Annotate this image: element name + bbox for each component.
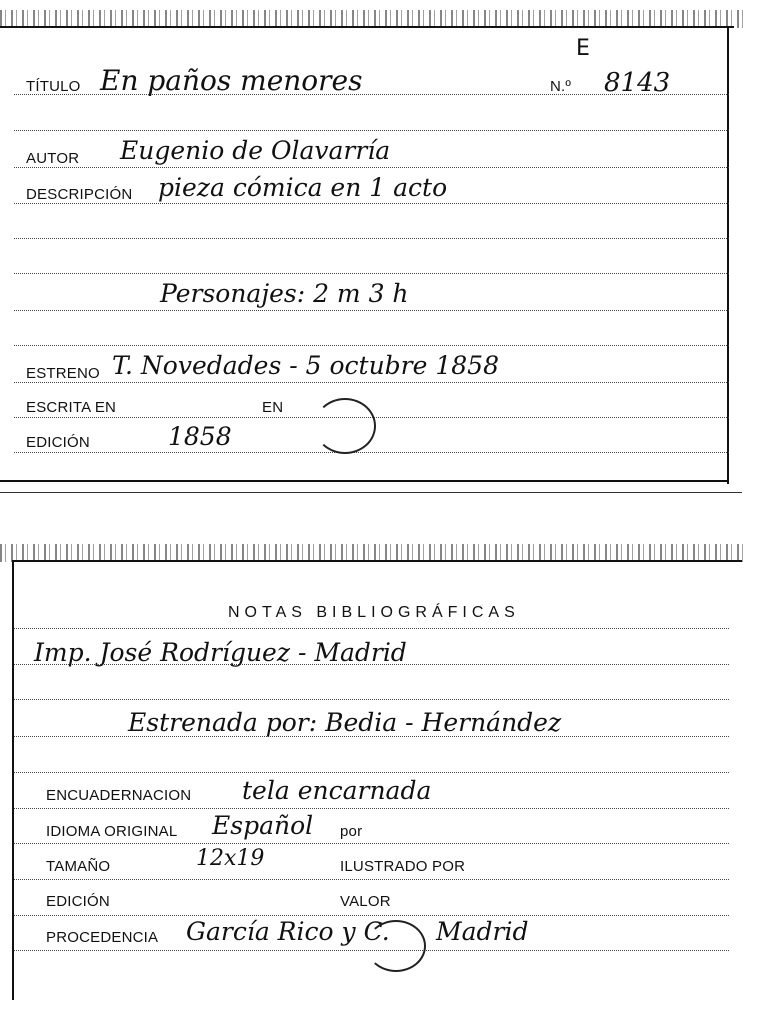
procedencia-label: PROCEDENCIA: [46, 929, 159, 946]
tamano-label: TAMAÑO: [46, 858, 111, 875]
encuadernacion-value: tela encarnada: [242, 776, 432, 805]
library-stamp-circle-bottom: [366, 920, 426, 972]
idioma-value: Español: [212, 811, 314, 840]
numero-label: N.º: [550, 78, 572, 95]
idioma-label: IDIOMA ORIGINAL: [46, 823, 178, 840]
notas-heading: NOTAS BIBLIOGRÁFICAS: [228, 604, 520, 621]
titulo-label: TÍTULO: [26, 78, 81, 95]
edicion-label-top: EDICIÓN: [26, 434, 90, 451]
numero-value: 8143: [604, 68, 671, 98]
card-left-border: [12, 560, 14, 1000]
descripcion-value: pieza cómica en 1 acto: [158, 173, 448, 202]
por-label: por: [340, 823, 363, 840]
estreno-value: T. Novedades - 5 octubre 1858: [112, 351, 499, 380]
autor-label: AUTOR: [26, 150, 80, 167]
encuadernacion-label: ENCUADERNACION: [46, 787, 192, 804]
card-top-border-bottom: [12, 560, 742, 562]
edicion-label-bottom: EDICIÓN: [46, 893, 110, 910]
note-estrenada: Estrenada por: Bedia - Hernández: [128, 708, 562, 737]
personajes-value: Personajes: 2 m 3 h: [160, 279, 409, 308]
en-label: EN: [262, 399, 284, 416]
note-imprenta: Imp. José Rodríguez - Madrid: [34, 638, 407, 667]
card-top-border: [0, 26, 734, 28]
collection-letter: E: [576, 36, 590, 61]
edicion-value-top: 1858: [168, 422, 232, 451]
autor-value: Eugenio de Olavarría: [120, 136, 391, 165]
valor-label: VALOR: [340, 893, 391, 910]
catalog-card-bottom: [0, 540, 759, 1028]
ilustrado-label: ILUSTRADO POR: [340, 858, 466, 875]
procedencia-city: Madrid: [436, 917, 529, 946]
escrita-en-label: ESCRITA EN: [26, 399, 117, 416]
tamano-value: 12x19: [196, 846, 265, 871]
card-bottom-edge: [0, 480, 729, 482]
library-stamp-circle: [314, 398, 376, 454]
card-separator: [0, 492, 742, 493]
procedencia-value: García Rico y C.: [186, 917, 390, 946]
titulo-value: En paños menores: [100, 64, 363, 97]
estreno-label: ESTRENO: [26, 365, 100, 382]
descripcion-label: DESCRIPCIÓN: [26, 186, 133, 203]
catalog-card-top: [0, 0, 759, 492]
